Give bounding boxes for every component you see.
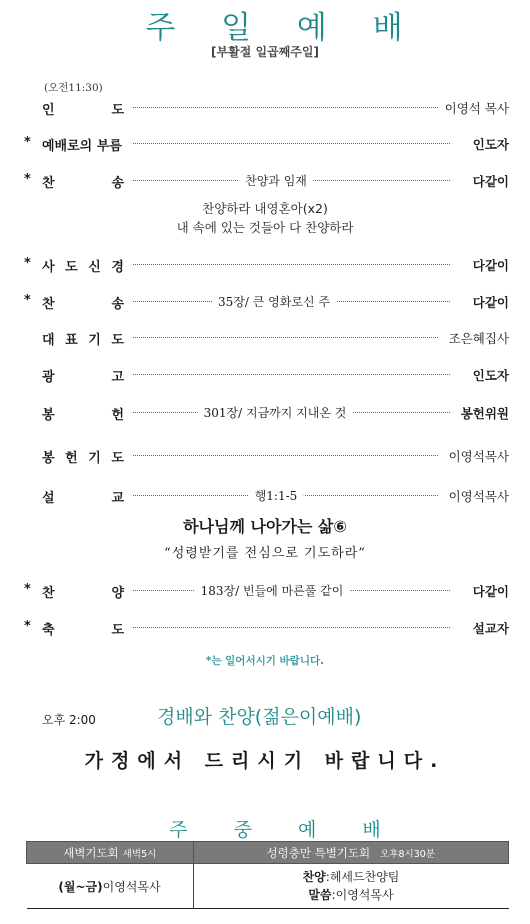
midweek-col2-header [193, 842, 509, 864]
order-label [42, 582, 124, 601]
lyrics-line-2: 내 속에 있는 것들아 다 찬양하라 [176, 220, 354, 235]
order-row [0, 446, 530, 466]
order-label [42, 256, 124, 275]
order-label-char: 봉 [42, 408, 55, 423]
midweek-col1-header [27, 842, 194, 864]
order-detail: 301장/ 지금까지 지내온 것 [198, 404, 353, 421]
col2-word-label: 말씀 [308, 888, 332, 902]
order-row [0, 292, 530, 312]
order-label-char: 봉 [42, 451, 55, 466]
order-label-char: 신 [88, 260, 101, 275]
order-label [42, 447, 124, 466]
col2-word-value: :이영석목사 [331, 888, 394, 902]
order-leader: 다같이 [467, 293, 509, 311]
col1-days: (월~금) [58, 879, 103, 894]
order-label-char: 설 [42, 491, 55, 506]
order-row [0, 618, 530, 638]
order-label-char: 축 [42, 623, 55, 638]
order-label [42, 172, 124, 191]
midweek-title: 주 중 예 배 [169, 819, 401, 841]
service-time-note: (오전11:30) [44, 82, 103, 94]
order-detail: 183장/ 빈들에 마른풀 같이 [195, 582, 350, 599]
sermon-subtitle: “성령받기를 전심으로 기도하라” [164, 546, 366, 561]
order-label-char: 사 [42, 260, 55, 275]
dotted-leader [133, 455, 438, 456]
order-detail: 찬양과 임재 [239, 172, 313, 189]
order-label [42, 99, 124, 118]
order-label-char: 찬 [42, 586, 55, 601]
order-label-char: 교 [111, 491, 124, 506]
order-detail: 행1:1-5 [249, 487, 304, 504]
order-row [0, 581, 530, 601]
order-label-char: 도 [111, 103, 124, 118]
order-label-char: 찬 [42, 297, 55, 312]
order-leader: 이영석 목사 [439, 99, 509, 117]
order-label-char: 헌 [111, 408, 124, 423]
order-row [0, 134, 530, 154]
order-label-char: 송 [111, 176, 124, 191]
col2-praise-label: 찬양 [302, 870, 326, 884]
order-leader: 다같이 [467, 582, 509, 600]
order-leader: 이영석목사 [443, 487, 509, 505]
order-leader: 다같이 [467, 256, 509, 274]
dotted-leader [133, 107, 438, 108]
order-detail: 35장/ 큰 영화로신 주 [212, 293, 336, 310]
order-row [0, 328, 530, 348]
order-label-char: 도 [111, 451, 124, 466]
order-label-char: 기 [88, 451, 101, 466]
order-label [42, 293, 124, 312]
order-label-char: 표 [65, 333, 78, 348]
dotted-leader [133, 337, 438, 338]
lyrics-line-1: 찬양하라 내영혼아(x2) [202, 201, 328, 216]
order-leader: 봉헌위원 [455, 404, 509, 422]
sermon-title: 하나님께 나아가는 삶⑥ [183, 517, 347, 536]
order-leader: 인도자 [467, 366, 509, 384]
order-label-char: 경 [111, 260, 124, 275]
order-label-char: 도 [65, 260, 78, 275]
col2-praise-value: :헤세드찬양팀 [325, 870, 400, 884]
col1-header-label: 새벽기도회 [63, 845, 119, 860]
standing-marker: * [24, 293, 31, 308]
order-label-char: 도 [111, 623, 124, 638]
order-leader: 인도자 [467, 135, 509, 153]
order-label [42, 404, 124, 423]
order-label-char: 예배로의 부름 [42, 139, 122, 154]
page-title: 주 일 예 배 [145, 10, 421, 46]
order-row [0, 171, 530, 191]
order-label-char: 기 [88, 333, 101, 348]
order-label-char: 찬 [42, 176, 55, 191]
order-row [0, 98, 530, 118]
dotted-leader [133, 264, 450, 265]
order-label-char: 인 [42, 103, 55, 118]
home-worship-notice: 가정에서 드리시기 바랍니다. [84, 750, 446, 772]
order-label [42, 619, 124, 638]
standing-marker: * [24, 172, 31, 187]
midweek-table [26, 841, 509, 909]
dotted-leader [133, 627, 450, 628]
order-leader: 이영석목사 [443, 447, 509, 465]
standing-note: *는 일어서시기 바랍니다. [205, 655, 325, 667]
midweek-col1-cell [27, 864, 194, 909]
order-label [42, 366, 124, 385]
col2-header-time: 오후8시30분 [380, 848, 435, 860]
afternoon-service-title: 경배와 찬양(젊은이예배) [157, 706, 362, 728]
order-row [0, 486, 530, 506]
order-label-char: 양 [111, 586, 124, 601]
page-subtitle: [부활절 일곱째주일] [211, 45, 319, 59]
order-label-char: 고 [111, 370, 124, 385]
standing-marker: * [24, 582, 31, 597]
order-label-char: 송 [111, 297, 124, 312]
col1-header-time: 새벽5시 [122, 848, 157, 860]
order-row [0, 255, 530, 275]
order-leader: 다같이 [467, 172, 509, 190]
order-label [42, 329, 124, 348]
col2-header-label: 성령충만 특별기도회 [266, 845, 371, 860]
standing-marker: * [24, 619, 31, 634]
dotted-leader [133, 143, 450, 144]
order-label-char: 도 [111, 333, 124, 348]
order-row [0, 403, 530, 423]
order-leader: 조은혜집사 [443, 329, 509, 347]
order-leader: 설교자 [467, 619, 509, 637]
order-label-char: 대 [42, 333, 55, 348]
standing-marker: * [24, 256, 31, 271]
order-label-char: 헌 [65, 451, 78, 466]
order-label [42, 487, 124, 506]
order-row [0, 365, 530, 385]
standing-marker: * [24, 135, 31, 150]
dotted-leader [133, 374, 450, 375]
order-label [42, 135, 122, 154]
col1-leader: 이영석목사 [102, 879, 161, 894]
afternoon-time: 오후 2:00 [42, 713, 96, 727]
order-label-char: 광 [42, 370, 55, 385]
midweek-col2-cell [193, 864, 509, 909]
